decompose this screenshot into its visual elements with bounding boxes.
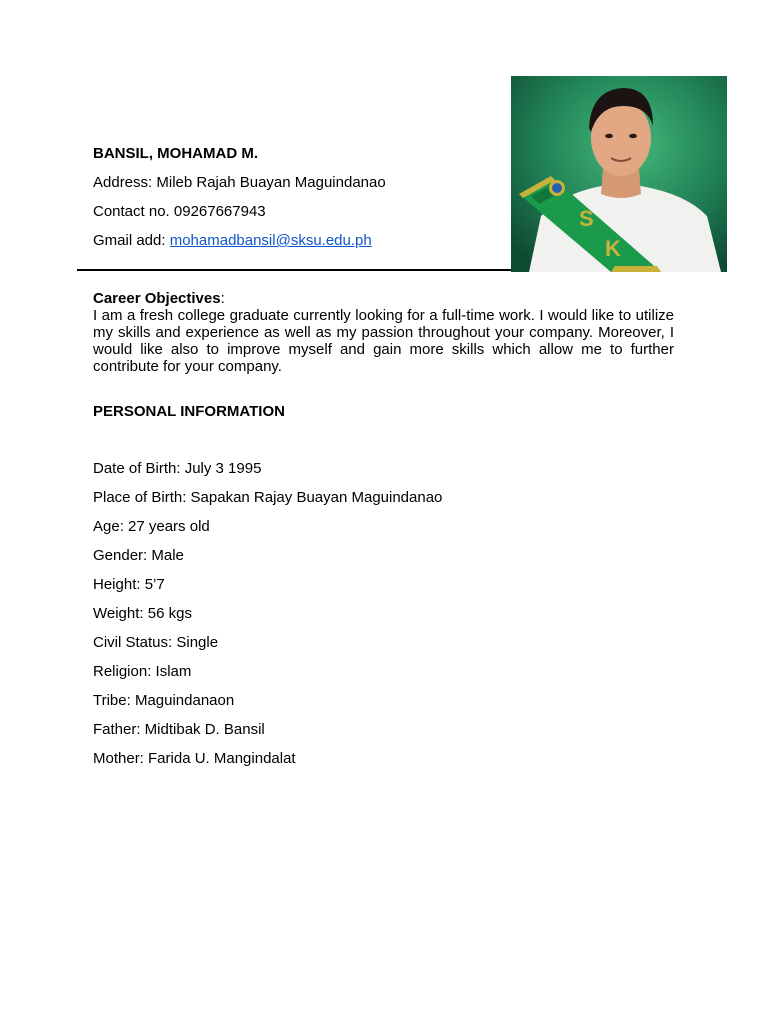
info-height: Height: 5’7 bbox=[93, 576, 165, 593]
personal-information-title: PERSONAL INFORMATION bbox=[93, 403, 285, 420]
info-tribe: Tribe: Maguindanaon bbox=[93, 692, 235, 709]
info-age: Age: 27 years old bbox=[93, 518, 210, 535]
info-weight: Weight: 56 kgs bbox=[93, 605, 192, 622]
info-father: Father: Midtibak D. Bansil bbox=[93, 721, 265, 738]
info-date-of-birth: Date of Birth: July 3 1995 bbox=[93, 460, 262, 477]
career-objectives-colon: : bbox=[220, 290, 225, 307]
info-gender: Gender: Male bbox=[93, 547, 184, 564]
info-religion: Religion: Islam bbox=[93, 663, 192, 680]
sash-letter-s: S bbox=[579, 206, 594, 231]
address-line: Address: Mileb Rajah Buayan Maguindanao bbox=[93, 174, 386, 191]
contact-line: Contact no. 09267667943 bbox=[93, 203, 266, 220]
career-objectives-title: Career Objectives bbox=[93, 290, 221, 307]
header-divider bbox=[77, 269, 511, 271]
applicant-name: BANSIL, MOHAMAD M. bbox=[93, 145, 258, 162]
info-place-of-birth: Place of Birth: Sapakan Rajay Buayan Maguindanao bbox=[93, 489, 443, 506]
gmail-label: Gmail add: bbox=[93, 232, 170, 249]
gmail-link[interactable]: mohamadbansil@sksu.edu.ph bbox=[169, 232, 372, 249]
applicant-photo bbox=[511, 76, 727, 272]
career-objectives-text: I am a fresh college graduate currently looking for a full-time work. I would like to utilize my skills and experience as well as my passion throughout your company. Moreover, I would like also to improve myself and gain more skills which allow me to further contribute for your company. bbox=[93, 307, 674, 375]
info-mother: Mother: Farida U. Mangindalat bbox=[93, 750, 296, 767]
sash-letter-k: K bbox=[605, 236, 621, 261]
info-civil-status: Civil Status: Single bbox=[93, 634, 219, 651]
gmail-line bbox=[93, 232, 372, 249]
career-objectives-section bbox=[93, 290, 674, 375]
